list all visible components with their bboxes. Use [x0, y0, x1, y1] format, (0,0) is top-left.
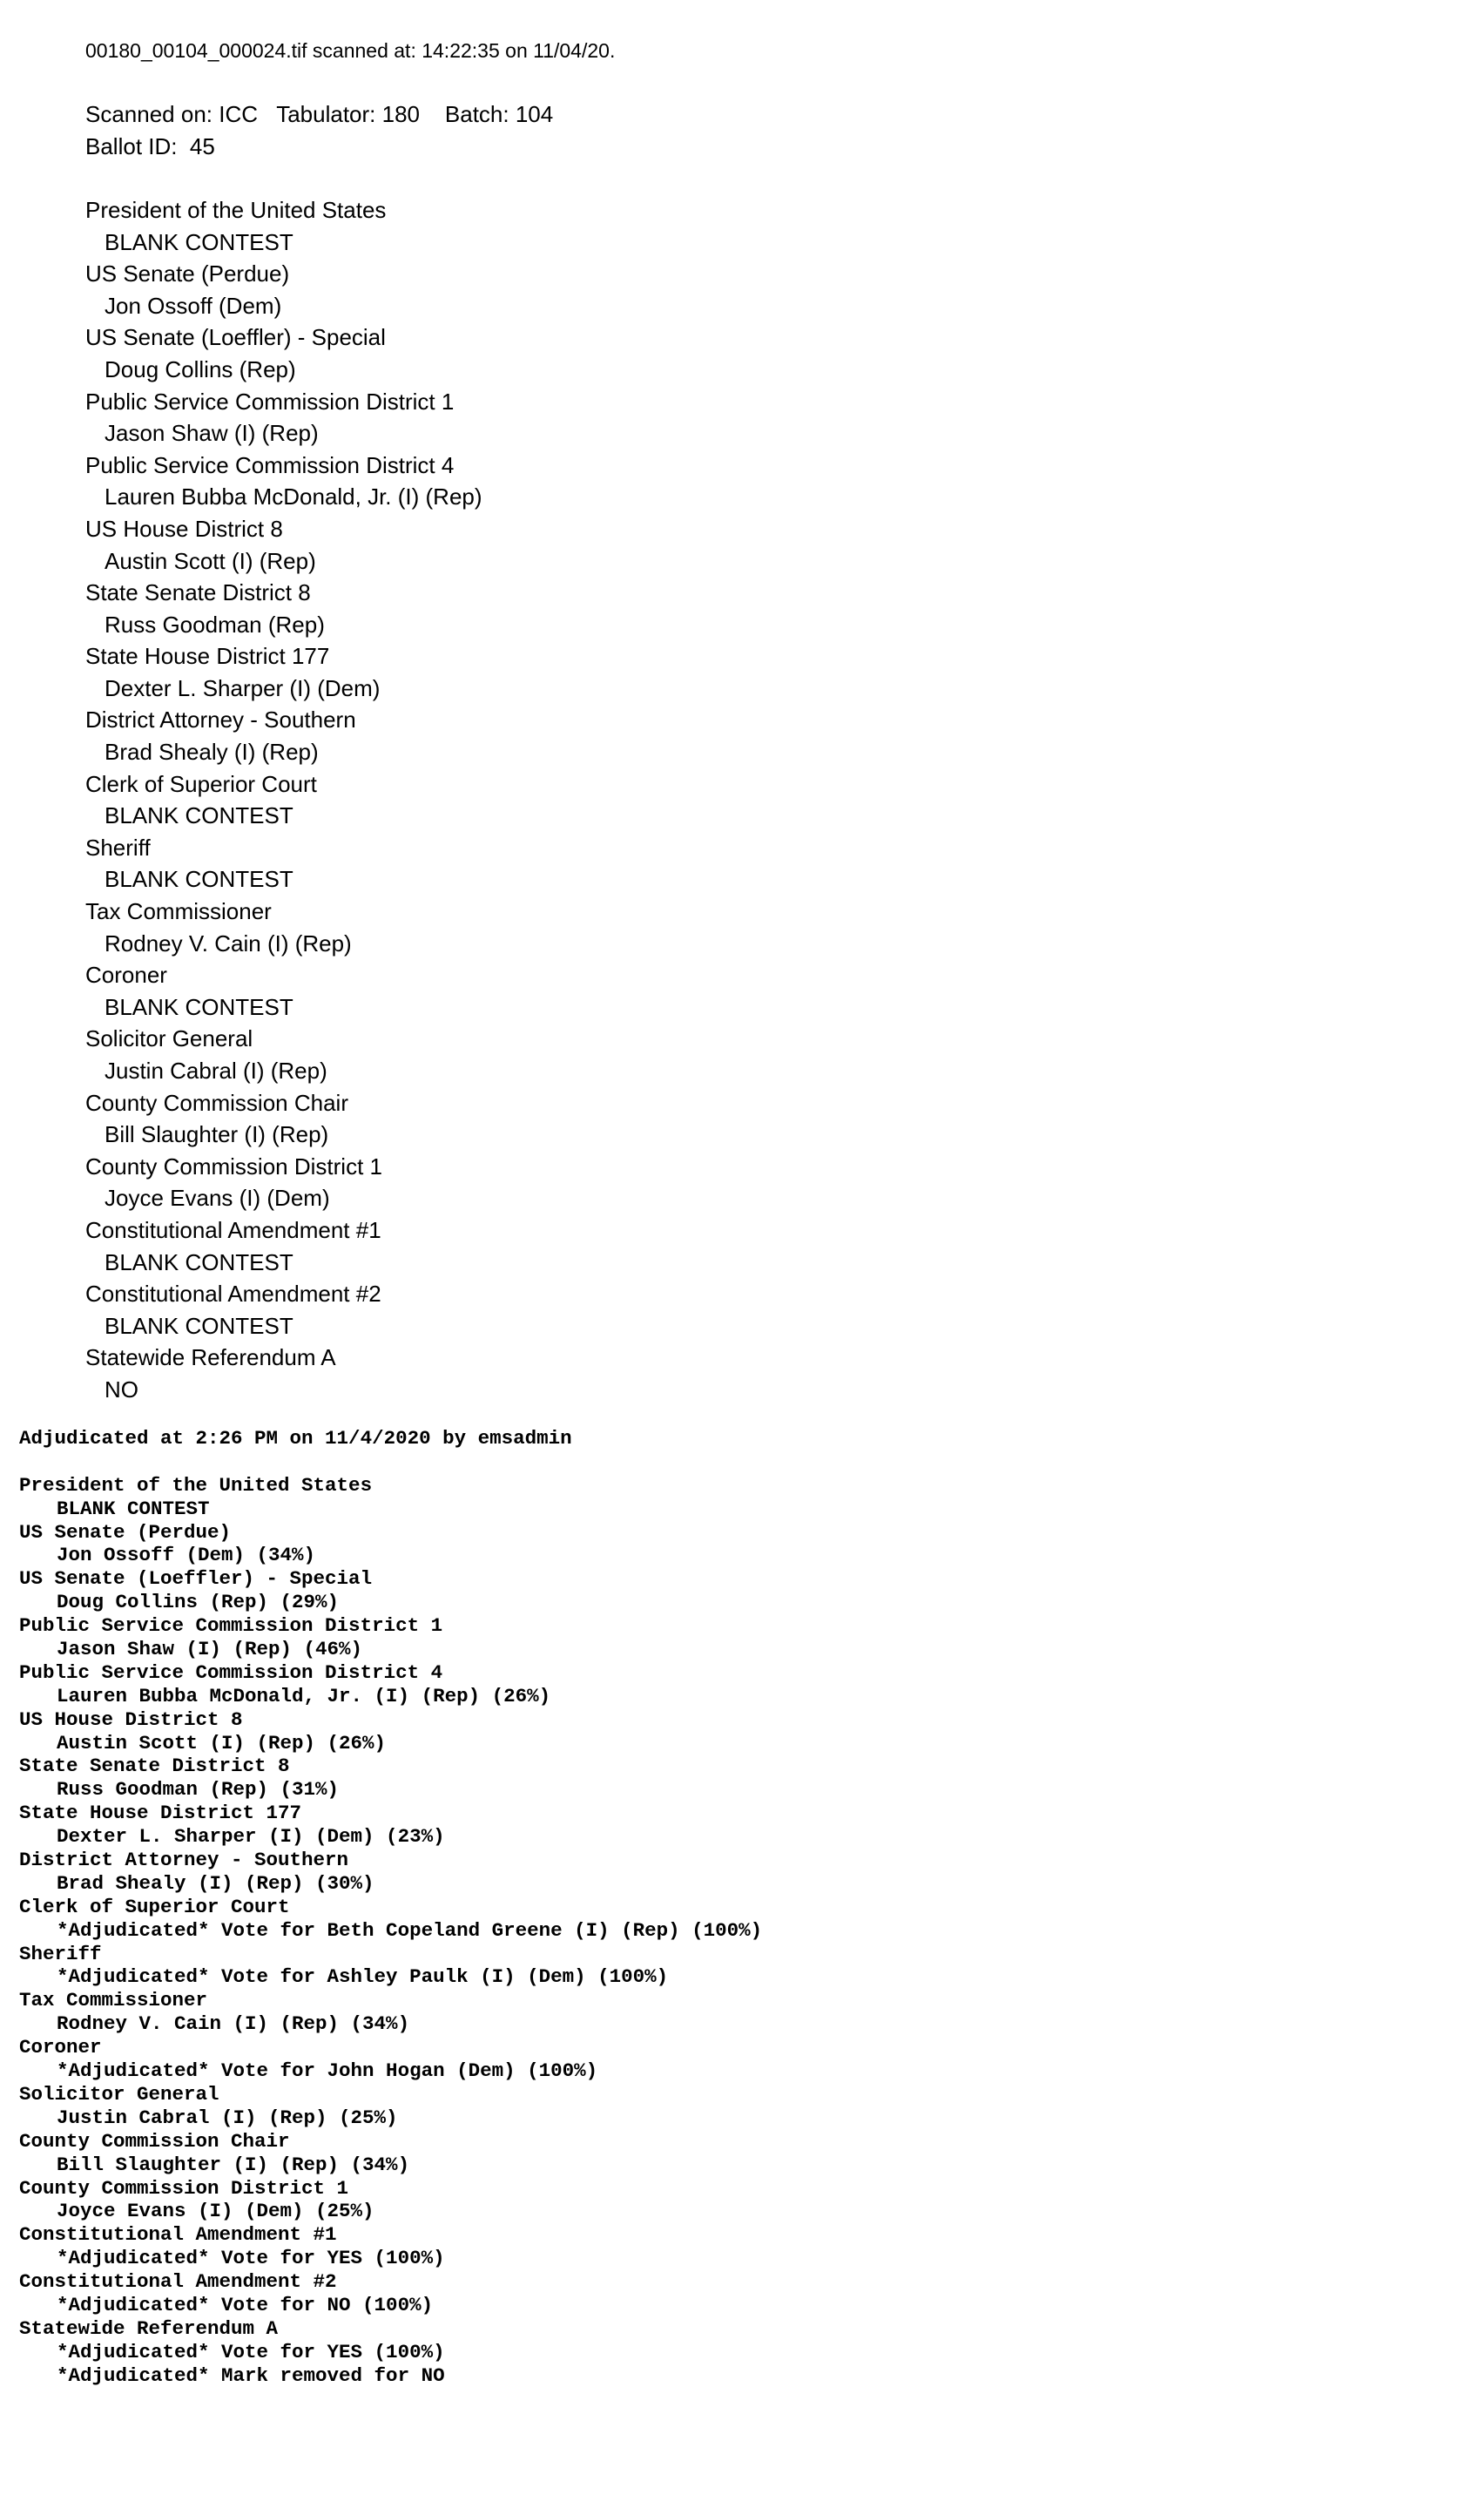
scan-file-line: 00180_00104_000024.tif scanned at: 14:22:35 on 11/04/20.	[85, 39, 616, 62]
contest-choice: Dexter L. Sharper (I) (Dem) (23%)	[57, 1825, 445, 1849]
contest-choice: Lauren Bubba McDonald, Jr. (I) (Rep) (26%)	[57, 1684, 551, 1707]
adjudication-contest-list	[19, 1474, 1465, 2388]
contest-choice: Joyce Evans (I) (Dem) (25%)	[57, 2200, 374, 2223]
contest-title: Statewide Referendum A	[85, 1344, 336, 1371]
contest-choice: Jason Shaw (I) (Rep)	[105, 420, 319, 447]
contest-choice: Justin Cabral (I) (Rep)	[105, 1058, 327, 1084]
contest-title: Public Service Commission District 1	[19, 1614, 443, 1638]
contest-title: Public Service Commission District 1	[85, 388, 455, 415]
contest-title: President of the United States	[19, 1473, 373, 1497]
spacer	[85, 67, 1305, 99]
ballot-id-line: Ballot ID: 45	[85, 132, 215, 159]
contest-title: Public Service Commission District 4	[19, 1660, 443, 1684]
contest-choice: *Adjudicated* Vote for John Hogan (Dem) (100%)	[57, 2059, 598, 2083]
spacer	[85, 162, 1305, 194]
contest-choice: *Adjudicated* Vote for Ashley Paulk (I) (Dem) (100%)	[57, 1965, 669, 1989]
contest-title: Clerk of Superior Court	[19, 1895, 290, 1918]
contest-choice: Doug Collins (Rep) (29%)	[57, 1591, 340, 1614]
scanned-on-line: Scanned on: ICC Tabulator: 180 Batch: 104	[85, 101, 554, 128]
contest-choice: Dexter L. Sharper (I) (Dem)	[105, 674, 381, 701]
contest-choice: *Adjudicated* Mark removed for NO	[57, 2363, 445, 2387]
contest-title: US House District 8	[19, 1707, 243, 1731]
contest-choice: Lauren Bubba McDonald, Jr. (I) (Rep)	[105, 483, 482, 510]
contest-title: Solicitor General	[19, 2082, 219, 2106]
contest-title: Statewide Referendum A	[19, 2316, 279, 2340]
contest-choice: Bill Slaughter (I) (Rep)	[105, 1121, 329, 1148]
contest-title: County Commission District 1	[19, 2176, 349, 2200]
contest-title: State House District 177	[85, 643, 330, 670]
contest-choice: Austin Scott (I) (Rep)	[105, 547, 316, 574]
contest-choice: BLANK CONTEST	[105, 993, 293, 1020]
contest-title: Coroner	[85, 962, 167, 989]
contest-choice: *Adjudicated* Vote for NO (100%)	[57, 2293, 434, 2316]
contest-title: Sheriff	[85, 834, 151, 861]
contest-title: Solicitor General	[85, 1025, 253, 1052]
contest-title: Clerk of Superior Court	[85, 770, 317, 797]
contest-title: State House District 177	[19, 1802, 302, 1825]
contest-choice: Jon Ossoff (Dem)	[105, 292, 282, 319]
contest-title: Tax Commissioner	[19, 1989, 208, 2012]
contest-choice: *Adjudicated* Vote for YES (100%)	[57, 2247, 445, 2270]
contest-title: County Commission Chair	[19, 2129, 290, 2153]
contest-title: Coroner	[19, 2036, 102, 2059]
contest-choice: *Adjudicated* Vote for YES (100%)	[57, 2340, 445, 2363]
contest-choice: Bill Slaughter (I) (Rep) (34%)	[57, 2153, 410, 2176]
contest-title: County Commission District 1	[85, 1153, 382, 1180]
contest-title: Public Service Commission District 4	[85, 451, 455, 478]
contest-title: State Senate District 8	[85, 579, 311, 606]
contest-title: US Senate (Loeffler) - Special	[85, 324, 386, 351]
contest-choice: NO	[105, 1376, 138, 1403]
contest-title: US Senate (Loeffler) - Special	[19, 1567, 373, 1591]
contest-title: President of the United States	[85, 196, 387, 223]
contest-choice: Russ Goodman (Rep)	[105, 611, 325, 638]
contest-choice: Jon Ossoff (Dem) (34%)	[57, 1544, 316, 1567]
contest-title: Tax Commissioner	[85, 898, 272, 925]
adjudication-section	[19, 1427, 1465, 2388]
ballot-contest-list	[85, 194, 1305, 1406]
contest-title: District Attorney - Southern	[85, 707, 356, 734]
contest-title: US Senate (Perdue)	[85, 260, 290, 287]
adjudication-header: Adjudicated at 2:26 PM on 11/4/2020 by emsadmin	[19, 1427, 572, 1450]
contest-title: US Senate (Perdue)	[19, 1520, 232, 1544]
contest-choice: Rodney V. Cain (I) (Rep)	[105, 930, 352, 957]
contest-choice: Rodney V. Cain (I) (Rep) (34%)	[57, 2012, 410, 2036]
contest-title: Constitutional Amendment #2	[85, 1281, 381, 1308]
contest-choice: Doug Collins (Rep)	[105, 355, 296, 382]
contest-title: Sheriff	[19, 1942, 102, 1965]
contest-choice: BLANK CONTEST	[105, 1248, 293, 1275]
contest-title: US House District 8	[85, 515, 283, 542]
contest-choice: Austin Scott (I) (Rep) (26%)	[57, 1731, 387, 1755]
ballot-scan-section	[85, 35, 1305, 1406]
contest-title: Constitutional Amendment #1	[19, 2223, 337, 2247]
contest-choice: Russ Goodman (Rep) (31%)	[57, 1778, 340, 1802]
contest-choice: *Adjudicated* Vote for Beth Copeland Greene (I) (Rep) (100%)	[57, 1918, 763, 1942]
contest-choice: Joyce Evans (I) (Dem)	[105, 1185, 330, 1212]
contest-title: District Attorney - Southern	[19, 1849, 349, 1872]
contest-choice: Justin Cabral (I) (Rep) (25%)	[57, 2106, 398, 2129]
contest-choice: Brad Shealy (I) (Rep)	[105, 739, 319, 766]
contest-choice: BLANK CONTEST	[105, 1312, 293, 1339]
contest-title: County Commission Chair	[85, 1089, 348, 1116]
contest-choice: BLANK CONTEST	[105, 802, 293, 829]
spacer	[19, 1450, 1465, 1474]
contest-choice: BLANK CONTEST	[105, 866, 293, 893]
contest-choice: BLANK CONTEST	[105, 228, 293, 255]
contest-title: Constitutional Amendment #2	[19, 2270, 337, 2294]
contest-choice: Jason Shaw (I) (Rep) (46%)	[57, 1638, 363, 1661]
contest-choice: Brad Shealy (I) (Rep) (30%)	[57, 1871, 374, 1895]
contest-title: State Senate District 8	[19, 1755, 290, 1778]
contest-choice: BLANK CONTEST	[57, 1497, 210, 1520]
contest-title: Constitutional Amendment #1	[85, 1216, 381, 1243]
